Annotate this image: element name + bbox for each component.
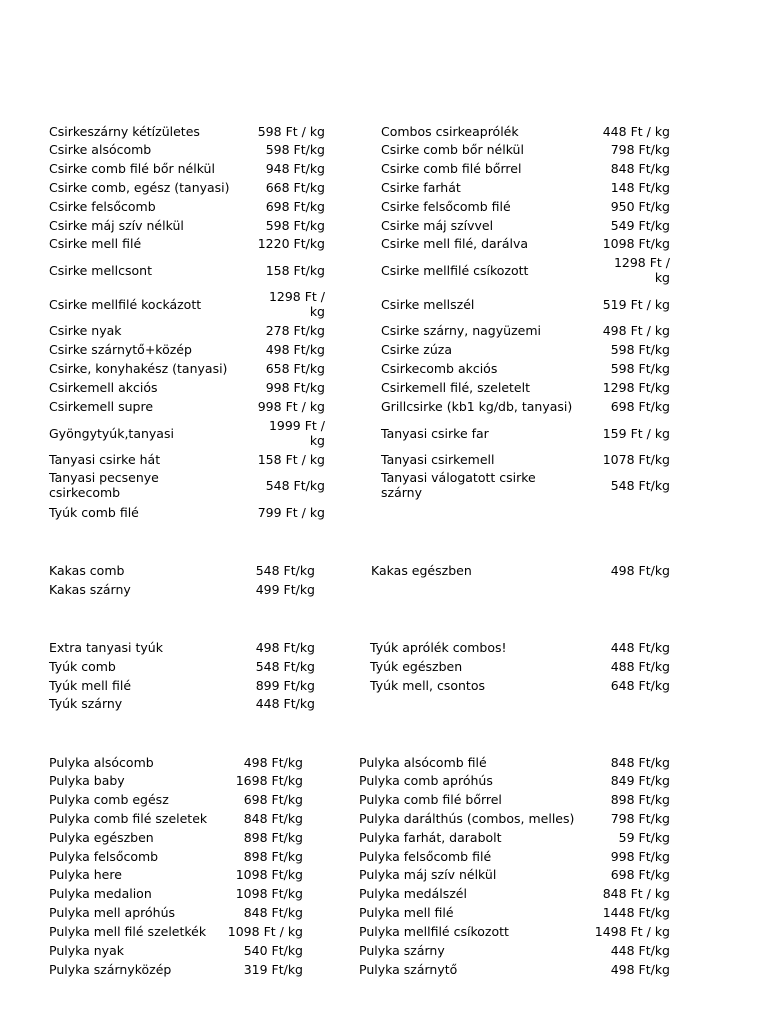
item-price: 849 Ft/kg	[610, 773, 670, 788]
item-price: 899 Ft/kg	[255, 678, 315, 693]
item-name: Combos csirkeaprólék	[381, 124, 519, 139]
item-name: Tanyasi csirkemell	[381, 452, 495, 467]
item-name: Pulyka alsócomb	[49, 755, 154, 770]
item-price: 898 Ft/kg	[243, 849, 303, 864]
item-name: Tanyasi pecsenye csirkecomb	[49, 470, 159, 500]
item-price: 548 Ft/kg	[265, 478, 325, 493]
item-price: 498 Ft/kg	[610, 563, 670, 578]
item-name: Pulyka mellfilé csíkozott	[359, 924, 509, 939]
item-price: 499 Ft/kg	[255, 582, 315, 597]
item-price: 59 Ft/kg	[618, 830, 670, 845]
list-item	[0, 255, 768, 287]
item-price: 698 Ft/kg	[610, 399, 670, 414]
item-price: 448 Ft/kg	[255, 696, 315, 711]
item-price: 698 Ft/kg	[610, 867, 670, 882]
item-name: Csirke felsőcomb filé	[381, 199, 511, 214]
item-price: 159 Ft / kg	[602, 426, 670, 441]
item-price: 1698 Ft/kg	[235, 773, 303, 788]
item-name: Tanyasi csirke far	[381, 426, 489, 441]
item-price: 488 Ft/kg	[610, 659, 670, 674]
item-price: 848 Ft/kg	[610, 161, 670, 176]
item-price: 1098 Ft/kg	[235, 867, 303, 882]
item-price: 950 Ft/kg	[610, 199, 670, 214]
item-price: 798 Ft/kg	[610, 811, 670, 826]
item-name: Tyúk mell, csontos	[370, 678, 485, 693]
item-name: Csirke máj szívvel	[381, 218, 494, 233]
item-price: 948 Ft/kg	[265, 161, 325, 176]
item-price: 540 Ft/kg	[243, 943, 303, 958]
item-price: 698 Ft/kg	[243, 792, 303, 807]
item-price: 848 Ft/kg	[243, 811, 303, 826]
item-name: Csirkecomb akciós	[381, 361, 498, 376]
item-name: Csirke comb bőr nélkül	[381, 142, 524, 157]
item-price: 668 Ft/kg	[265, 180, 325, 195]
item-name: Csirke mell filé, darálva	[381, 236, 529, 251]
item-name: Pulyka szárnytő	[359, 962, 458, 977]
item-name: Csirke mellcsont	[49, 263, 152, 278]
item-price: 598 Ft/kg	[265, 218, 325, 233]
item-name: Pulyka felsőcomb filé	[359, 849, 492, 864]
item-name: Csirke farhát	[381, 180, 461, 195]
item-price: 1498 Ft / kg	[594, 924, 670, 939]
item-price: 278 Ft/kg	[265, 323, 325, 338]
item-price: 1098 Ft/kg	[235, 886, 303, 901]
item-name: Kakas szárny	[49, 582, 131, 597]
item-name: Tyúk szárny	[49, 696, 123, 711]
item-price: 1220 Ft/kg	[257, 236, 325, 251]
item-name: Pulyka mell apróhús	[49, 905, 176, 920]
item-name: Pulyka mell filé szeletkék	[49, 924, 207, 939]
item-price: 548 Ft/kg	[255, 659, 315, 674]
item-price: 498 Ft / kg	[602, 323, 670, 338]
item-name: Pulyka here	[49, 867, 122, 882]
item-name: Csirke felsőcomb	[49, 199, 156, 214]
item-price: 848 Ft / kg	[602, 886, 670, 901]
item-name: Pulyka baby	[49, 773, 125, 788]
item-price: 598 Ft/kg	[610, 342, 670, 357]
item-price: 798 Ft/kg	[610, 142, 670, 157]
item-price: 148 Ft/kg	[610, 180, 670, 195]
item-name: Kakas comb	[49, 563, 125, 578]
item-name: Kakas egészben	[371, 563, 472, 578]
item-name: Pulyka medalion	[49, 886, 152, 901]
item-name: Tyúk aprólék combos!	[370, 640, 507, 655]
item-price: 498 Ft/kg	[255, 640, 315, 655]
item-name: Tanyasi csirke hát	[49, 452, 161, 467]
item-price: 1098 Ft/kg	[602, 236, 670, 251]
item-price: 848 Ft/kg	[243, 905, 303, 920]
item-price: 158 Ft/kg	[265, 263, 325, 278]
item-name: Grillcsirke (kb1 kg/db, tanyasi)	[381, 399, 573, 414]
item-name: Pulyka comb filé bőrrel	[359, 792, 502, 807]
item-name: Extra tanyasi tyúk	[49, 640, 163, 655]
item-name: Tyúk egészben	[370, 659, 463, 674]
item-price: 998 Ft/kg	[610, 849, 670, 864]
item-price: 548 Ft/kg	[255, 563, 315, 578]
item-name: Pulyka darálthús (combos, melles)	[359, 811, 575, 826]
item-name: Gyöngytyúk,tanyasi	[49, 426, 174, 441]
item-name: Csirke mellszél	[381, 297, 475, 312]
item-price: 698 Ft/kg	[265, 199, 325, 214]
item-price: 799 Ft / kg	[257, 505, 325, 520]
item-name: Csirke comb, egész (tanyasi)	[49, 180, 230, 195]
item-price: 548 Ft/kg	[610, 478, 670, 493]
item-price: 498 Ft/kg	[243, 755, 303, 770]
item-name: Csirke comb filé bőr nélkül	[49, 161, 215, 176]
item-name: Pulyka szárny	[359, 943, 445, 958]
item-name: Csirke szárny, nagyüzemi	[381, 323, 541, 338]
item-name: Csirkemell akciós	[49, 380, 158, 395]
item-name: Pulyka máj szív nélkül	[359, 867, 497, 882]
item-name: Pulyka felsőcomb	[49, 849, 159, 864]
item-price: 1448 Ft/kg	[602, 905, 670, 920]
item-name: Pulyka egészben	[49, 830, 154, 845]
item-name: Pulyka medálszél	[359, 886, 467, 901]
item-name: Csirke, konyhakész (tanyasi)	[49, 361, 228, 376]
item-price: 549 Ft/kg	[610, 218, 670, 233]
item-name: Tyúk comb filé	[49, 505, 139, 520]
item-name: Csirke mellfilé csíkozott	[381, 263, 529, 278]
item-price: 498 Ft/kg	[610, 962, 670, 977]
item-price: 158 Ft / kg	[257, 452, 325, 467]
item-price: 319 Ft/kg	[243, 962, 303, 977]
item-price: 998 Ft/kg	[265, 380, 325, 395]
item-name: Pulyka mell filé	[359, 905, 454, 920]
item-name: Pulyka alsócomb filé	[359, 755, 487, 770]
item-price: 898 Ft/kg	[610, 792, 670, 807]
item-name: Csirke nyak	[49, 323, 122, 338]
item-name: Pulyka comb apróhús	[359, 773, 493, 788]
item-price: 598 Ft/kg	[265, 142, 325, 157]
item-name: Csirkeszárny kétízületes	[49, 124, 200, 139]
item-price: 598 Ft / kg	[257, 124, 325, 139]
item-name: Csirke szárnytő+közép	[49, 342, 192, 357]
item-price: 598 Ft/kg	[610, 361, 670, 376]
item-price: 998 Ft / kg	[257, 399, 325, 414]
item-name: Csirke mellfilé kockázott	[49, 297, 202, 312]
item-name: Csirke máj szív nélkül	[49, 218, 184, 233]
item-price: 448 Ft/kg	[610, 943, 670, 958]
item-price: 1298 Ft / kg	[613, 255, 670, 285]
item-price: 519 Ft / kg	[602, 297, 670, 312]
item-price: 498 Ft/kg	[265, 342, 325, 357]
item-name: Pulyka nyak	[49, 943, 124, 958]
item-name: Csirke comb filé bőrrel	[381, 161, 522, 176]
item-name: Pulyka farhát, darabolt	[359, 830, 502, 845]
item-name: Tyúk comb	[49, 659, 116, 674]
list-item	[0, 470, 768, 502]
item-price: 1098 Ft / kg	[227, 924, 303, 939]
item-name: Csirke zúza	[381, 342, 453, 357]
item-name: Pulyka szárnyközép	[49, 962, 172, 977]
item-price: 1999 Ft / kg	[268, 418, 325, 448]
item-name: Csirkemell filé, szeletelt	[381, 380, 530, 395]
item-price: 658 Ft/kg	[265, 361, 325, 376]
item-name: Csirkemell supre	[49, 399, 154, 414]
item-name: Pulyka comb egész	[49, 792, 169, 807]
item-name: Csirke alsócomb	[49, 142, 152, 157]
item-price: 848 Ft/kg	[610, 755, 670, 770]
item-name: Tyúk mell filé	[49, 678, 132, 693]
item-name: Tanyasi válogatott csirke szárny	[381, 470, 536, 500]
item-price: 648 Ft/kg	[610, 678, 670, 693]
item-price: 898 Ft/kg	[243, 830, 303, 845]
item-price: 1298 Ft/kg	[602, 380, 670, 395]
item-name: Csirke mell filé	[49, 236, 142, 251]
item-price: 1298 Ft / kg	[268, 289, 325, 319]
item-price: 448 Ft/kg	[610, 640, 670, 655]
item-price: 1078 Ft/kg	[602, 452, 670, 467]
list-item	[0, 418, 768, 450]
list-item	[0, 289, 768, 321]
item-price: 448 Ft / kg	[602, 124, 670, 139]
item-name: Pulyka comb filé szeletek	[49, 811, 208, 826]
